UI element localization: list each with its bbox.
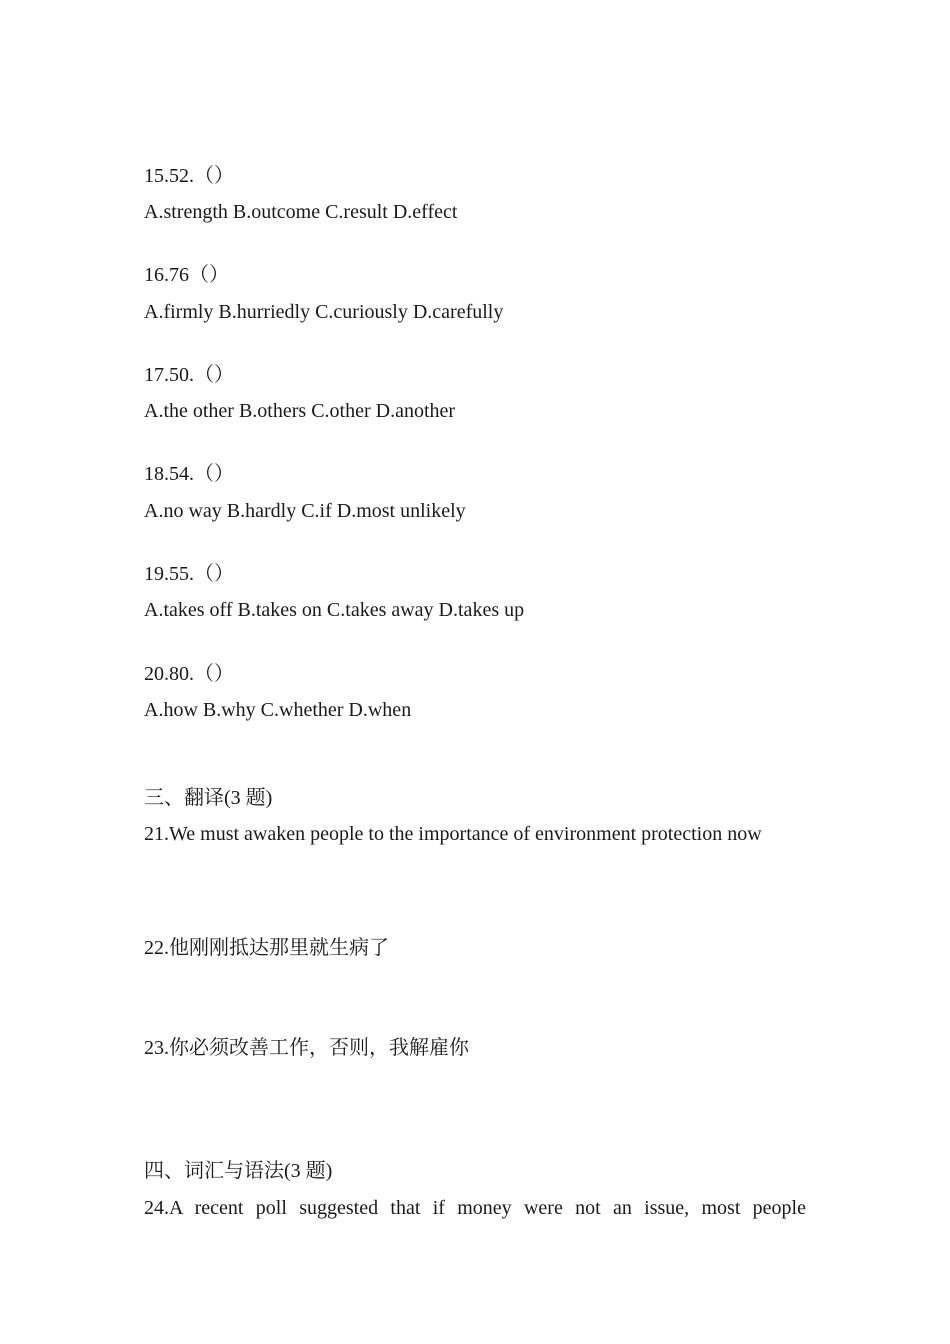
translation-item-21 [144,822,806,846]
question-options: A.takes off B.takes on C.takes away D.takes up [144,599,525,621]
item-number: 24. [144,1197,169,1219]
question-stem: 15.52.（） [144,165,234,187]
question-stem: 17.50.（） [144,364,234,386]
question-stem: 18.54.（） [144,463,234,485]
item-number: 22. [144,937,169,959]
question-options: A.strength B.outcome C.result D.effect [144,201,458,223]
question-stem: 16.76（） [144,264,229,286]
vocabulary-item-24 [144,1196,806,1220]
translation-item-22 [144,935,389,960]
question-stem: 19.55.（） [144,563,234,585]
question-options: A.the other B.others C.other D.another [144,400,456,422]
item-text: 你必须改善工作，否则，我解雇你 [169,1035,469,1059]
question-options: A.no way B.hardly C.if D.most unlikely [144,500,466,522]
translation-item-23 [144,1035,469,1060]
item-text: A recent poll suggested that if money were not an issue, most people [169,1197,806,1219]
item-text: We must awaken people to the importance of environment protection now [169,823,762,845]
question-options: A.firmly B.hurriedly C.curiously D.carefully [144,301,504,323]
item-number: 21. [144,823,169,845]
item-number: 23. [144,1037,169,1059]
section-heading: 四、词汇与语法(3 题) [144,1160,333,1182]
question-stem: 20.80.（） [144,663,234,685]
item-text: 他刚刚抵达那里就生病了 [169,935,389,959]
question-options: A.how B.why C.whether D.when [144,699,412,721]
section-heading: 三、翻译(3 题) [144,787,273,809]
